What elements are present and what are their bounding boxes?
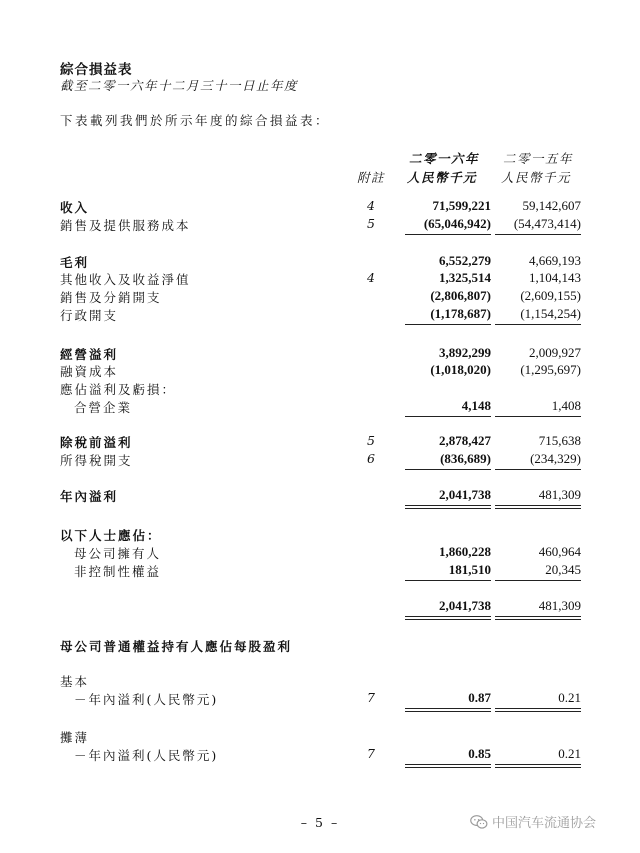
row-basic-profit <box>0 690 640 708</box>
row-label: 其他收入及收益淨值 <box>60 272 191 287</box>
row-finance-costs <box>0 362 640 380</box>
value-2015: 4,669,193 <box>529 253 581 268</box>
underline-2016 <box>405 416 491 417</box>
value-2015: (1,154,254) <box>520 306 581 321</box>
value-2015: 715,638 <box>538 433 581 448</box>
row-cost-of-sales <box>0 216 640 234</box>
row-label: 母公司擁有人 <box>74 546 162 561</box>
value-2015: 0.21 <box>558 746 581 761</box>
row-owners-of-parent <box>0 544 640 562</box>
row-note: 7 <box>367 690 375 705</box>
value-2015: (234,329) <box>530 451 581 466</box>
row-joint-ventures <box>0 398 640 416</box>
value-2016: 2,878,427 <box>439 433 491 448</box>
row-label: 毛利 <box>60 255 90 270</box>
row-label: 除稅前溢利 <box>60 435 133 450</box>
value-2015: 1,104,143 <box>529 270 581 285</box>
value-2015: 0.21 <box>558 690 581 705</box>
value-2016: 3,892,299 <box>439 345 491 360</box>
underline-2016 <box>405 469 491 470</box>
header-unit-2016: 人民幣千元 <box>407 170 478 185</box>
row-label: 以下人士應佔： <box>60 528 162 543</box>
row-attributable-to <box>0 526 640 544</box>
row-label: －年內溢利(人民幣元) <box>74 748 219 763</box>
row-note: 7 <box>367 746 375 761</box>
row-diluted-profit <box>0 746 640 764</box>
underline-2015 <box>495 580 581 581</box>
value-2015: (1,295,697) <box>520 362 581 377</box>
row-label: 攤薄 <box>60 730 90 745</box>
row-other-income <box>0 270 640 288</box>
row-diluted <box>0 728 640 746</box>
underline-2015 <box>495 469 581 470</box>
value-2016: (836,689) <box>440 451 491 466</box>
row-label: －年內溢利(人民幣元) <box>74 692 219 707</box>
row-basic <box>0 672 640 690</box>
value-2016: 6,552,279 <box>439 253 491 268</box>
underline-2016 <box>405 234 491 235</box>
row-total-attributable <box>0 598 640 616</box>
value-2016: 2,041,738 <box>439 487 491 502</box>
value-2015: 481,309 <box>538 487 581 502</box>
watermark <box>470 812 596 831</box>
double-underline-2015 <box>495 616 581 620</box>
row-label: 年內溢利 <box>60 489 119 504</box>
double-underline-2016 <box>405 616 491 620</box>
header-unit-2015: 人民幣千元 <box>501 170 572 185</box>
value-2016: 71,599,221 <box>432 198 491 213</box>
value-2015: (54,473,414) <box>513 216 581 231</box>
underline-2015 <box>495 416 581 417</box>
value-2016: 181,510 <box>448 562 491 577</box>
statement-intro: 下表載列我們於所示年度的綜合損益表： <box>60 113 331 128</box>
value-2016: (2,806,807) <box>430 288 491 303</box>
row-note: 5 <box>367 433 375 448</box>
underline-2016 <box>405 324 491 325</box>
value-2015: 460,964 <box>538 544 581 559</box>
row-revenue <box>0 198 640 216</box>
row-label: 行政開支 <box>60 308 119 323</box>
double-underline-2015 <box>495 708 581 712</box>
row-label: 銷售及提供服務成本 <box>60 218 191 233</box>
wechat-icon <box>470 814 488 830</box>
double-underline-2015 <box>495 764 581 768</box>
row-label: 非控制性權益 <box>74 564 162 579</box>
page-number: – 5 – <box>300 815 340 830</box>
value-2015: 59,142,607 <box>522 198 581 213</box>
value-2016: 1,860,228 <box>439 544 491 559</box>
header-year-2015: 二零一五年 <box>503 151 574 166</box>
row-eps-heading <box>0 637 640 655</box>
row-label: 所得稅開支 <box>60 453 133 468</box>
value-2016: (65,046,942) <box>423 216 491 231</box>
row-profit-before-tax <box>0 433 640 451</box>
row-label: 融資成本 <box>60 364 119 379</box>
value-2015: 1,408 <box>551 398 581 413</box>
value-2016: 1,325,514 <box>439 270 491 285</box>
value-2016: 0.87 <box>468 690 491 705</box>
row-label: 基本 <box>60 674 90 689</box>
row-label: 應佔溢利及虧損： <box>60 382 177 397</box>
row-operating-profit <box>0 345 640 363</box>
row-note: 6 <box>367 451 375 466</box>
row-income-tax <box>0 451 640 469</box>
value-2016: (1,178,687) <box>430 306 491 321</box>
value-2016: 4,148 <box>461 398 491 413</box>
row-label: 合營企業 <box>74 400 133 415</box>
value-2015: 20,345 <box>545 562 581 577</box>
underline-2016 <box>405 580 491 581</box>
header-year-2016: 二零一六年 <box>409 151 480 166</box>
double-underline-2015 <box>495 505 581 509</box>
double-underline-2016 <box>405 764 491 768</box>
value-2016: 0.85 <box>468 746 491 761</box>
double-underline-2016 <box>405 708 491 712</box>
row-note: 5 <box>367 216 375 231</box>
value-2015: 2,009,927 <box>529 345 581 360</box>
row-note: 4 <box>367 270 375 285</box>
row-admin-expenses <box>0 306 640 324</box>
value-2015: 481,309 <box>538 598 581 613</box>
row-label: 銷售及分銷開支 <box>60 290 162 305</box>
header-note: 附註 <box>357 170 386 185</box>
value-2015: (2,609,155) <box>520 288 581 303</box>
value-2016: (1,018,020) <box>430 362 491 377</box>
value-2016: 2,041,738 <box>439 598 491 613</box>
row-label: 收入 <box>60 200 90 215</box>
row-label: 母公司普通權益持有人應佔每股盈利 <box>60 639 293 654</box>
underline-2015 <box>495 324 581 325</box>
row-selling-expenses <box>0 288 640 306</box>
row-share-of-profits <box>0 380 640 398</box>
row-profit-for-year <box>0 487 640 505</box>
row-gross-profit <box>0 253 640 271</box>
watermark-text: 中国汽车流通协会 <box>492 816 597 831</box>
double-underline-2016 <box>405 505 491 509</box>
row-label: 經營溢利 <box>60 347 119 362</box>
row-note: 4 <box>367 198 375 213</box>
statement-subtitle: 截至二零一六年十二月三十一日止年度 <box>60 78 299 93</box>
underline-2015 <box>495 234 581 235</box>
statement-title: 綜合損益表 <box>60 62 133 78</box>
row-non-controlling <box>0 562 640 580</box>
